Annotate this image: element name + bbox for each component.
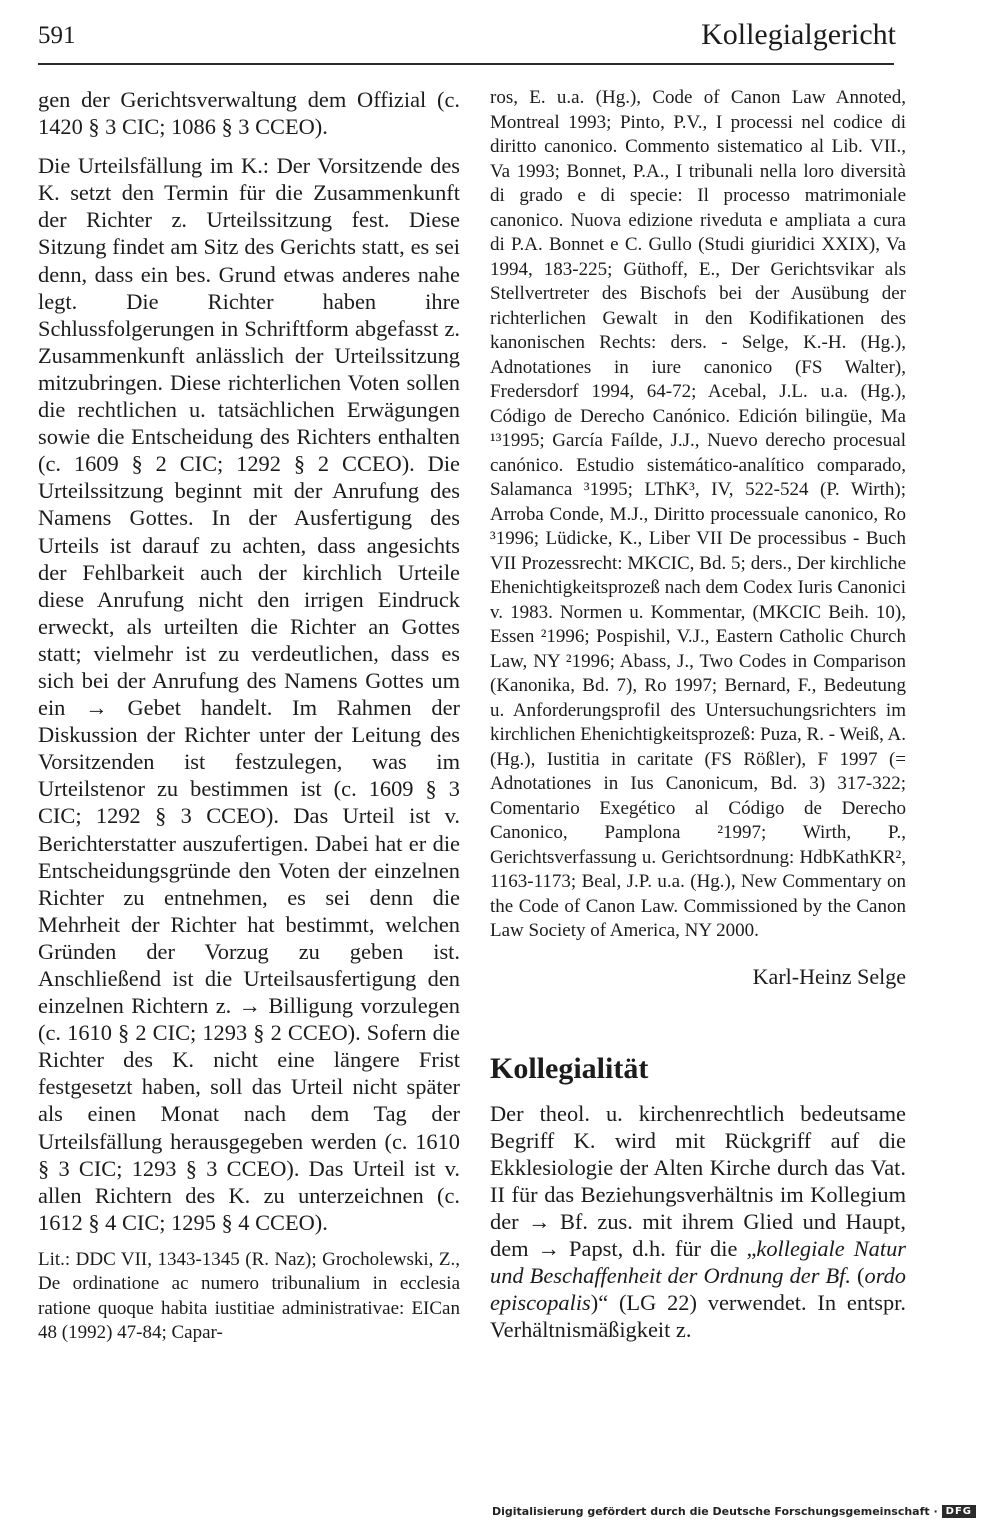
literature-start: Lit.: DDC VII, 1343-1345 (R. Naz); Grocholewski, Z., De ordinatione ac numero tribunalium in ecclesia ratione quoque habita iustitiae administrativae: EICan 48 (1992) 47-84; Capar- (38, 1248, 460, 1344)
entry-heading: Kollegialität (490, 1051, 649, 1085)
italic-quote: kollegiale Natur und Beschaffenheit der Ordnung der Bf. (490, 1235, 906, 1289)
paragraph-kollegialitaet: Der theol. u. kirchenrechtlich bedeutsame Begriff K. wird mit Rückgriff auf die Ekklesiologie der Alten Kirche durch das Vat. II für das Beziehungsverhältnis im Kollegium der → Bf. zus. mit ihrem Glied und Haupt, dem → Papst, d.h. für die „kollegiale Natur und Beschaffenheit der Ordnung der Bf. (ordo episcopalis)“ (LG 22) verwendet. In entspr. Verhältnismäßigkeit z. (490, 1100, 906, 1343)
running-head: Kollegialgericht (701, 18, 896, 51)
left-column (38, 86, 460, 1346)
literature-continuation: ros, E. u.a. (Hg.), Code of Canon Law Annoted, Montreal 1993; Pinto, P.V., I processi nel codice di diritto canonico. Commento sistematico al Lib. VII., Va 1993; Bonnet, P.A., I tribunali nella loro diversità di grado e di specie: Il processo matrimoniale canonico. Nuova edizione riveduta e ampliata a cura di P.A. Bonnet e C. Gullo (Studi giuridici XXIX), Va 1994, 183-225; Güthoff, E., Der Gerichtsvikar als Stellvertreter des Bischofs bei der Ausübung der richterlichen Gewalt in den Kodifikationen des kanonischen Rechts: ders. - Selge, K.-H. (Hg.), Adnotationes in iure canonico (FS Walter), Fredersdorf 1994, 64-72; Acebal, J.L. u.a. (Hg.), Código de Derecho Canónico. Edición bilingüe, Ma ¹³1995; García Faílde, J.J., Nuevo derecho procesual canónico. Estudio sistemático-analítico comparado, Salamanca ³1995; LThK³, IV, 522-524 (P. Wirth); Arroba Conde, M.J., Diritto processuale canonico, Ro ³1996; Lüdicke, K., Liber VII De processibus - Buch VII Prozessrecht: MKCIC, Bd. 5; ders., Der kirchliche Ehenichtigkeitsprozeß nach dem Codex Iuris Canonici v. 1983. Normen u. Kommentar, (MKCIC Beih. 10), Essen ²1996; Pospishil, V.J., Eastern Catholic Church Law, NY ²1996; Abass, J., Two Codes in Comparison (Kanonika, Bd. 7), Ro 1997; Bernard, F., Bedeutung u. Anforderungsprofil des Untersuchungsrichters im kirchlichen Ehenichtigkeitsprozeß: Puza, R. - Weiß, A. (Hg.), Iustitia in caritate (FS Rößler), F 1997 (= Adnotationes in Ius Canonicum, Bd. 3) 317-322; Comentario Exegético al Código de Derecho Canonico, Pamplona ²1997; Wirth, P., Gerichtsverfassung u. Gerichtsordnung: HdbKathKR², 1163-1173; Beal, J.P. u.a. (Hg.), New Commentary on the Code of Canon Law. Commissioned by the Canon Law Society of America, NY 2000. (490, 87, 907, 941)
right-column (490, 86, 906, 1343)
dfg-logo: DFG (942, 1505, 976, 1518)
footer-text: Digitalisierung gefördert durch die Deutsche Forschungsgemeinschaft · (491, 1505, 938, 1518)
paragraph-continuation: gen der Gerichtsverwaltung dem Offizial (c. 1420 § 3 CIC; 1086 § 3 CCEO). (38, 87, 460, 140)
digitization-footer (492, 1505, 976, 1518)
header-rule (38, 63, 894, 65)
page-number: 591 (38, 22, 76, 49)
italic-ordo: ordo episcopalis (490, 1263, 906, 1316)
paragraph-urteilsfaellung: Die Urteilsfällung im K.: Der Vorsitzende des K. setzt den Termin für die Zusammenkunft der Richter z. Urteilssitzung fest. Diese Sitzung findet am Sitz des Gerichts statt, es sei denn, dass ein bes. Grund etwas anderes nahe legt. Die Richter haben ihre Schlussfolgerungen in Schriftform abgefasst z. Zusammenkunft anlässlich der Urteilssitzung mitzubringen. Diese richterlichen Voten sollen die rechtlichen u. tatsächlichen Erwägungen sowie die Entscheidung des Richters enthalten (c. 1609 § 2 CIC; 1292 § 2 CCEO). Die Urteilssitzung beginnt mit der Anrufung des Namens Gottes. In der Ausfertigung des Urteils ist darauf zu achten, dass angesichts der Fehlbarkeit auch der kirchlich Urteile diese Anrufung nicht den irrigen Eindruck erweckt, als urteilten die Richter an Gottes statt; vielmehr ist zu verdeutlichen, dass es sich bei der Anrufung des Namens Gottes um ein → Gebet handelt. Im Rahmen der Diskussion der Richter unter der Leitung des Vorsitzenden ist festzulegen, was im Urteilstenor zu bestimmen ist (c. 1609 § 3 CIC; 1292 § 3 CCEO). Das Urteil ist v. Berichterstatter auszufertigen. Dabei hat er die Entscheidungsgründe den Voten der einzelnen Richter zu entnehmen, es sei denn die Mehrheit der Richter hat bestimmt, welchen Gründen der Vorzug zu geben ist. Anschließend ist die Urteilsausfertigung den einzelnen Richtern z. → Billigung vorzulegen (c. 1610 § 2 CIC; 1293 § 2 CCEO). Sofern die Richter des K. nicht eine längere Frist festgesetzt haben, soll das Urteil nicht später als einen Monat nach dem Tag der Urteilsfällung herausgegeben werden (c. 1610 § 3 CIC; 1293 § 3 CCEO). Das Urteil ist v. allen Richtern des K. zu unterzeichnen (c. 1612 § 4 CIC; 1295 § 4 CCEO). (38, 153, 460, 1235)
author-signature: Karl-Heinz Selge (752, 963, 906, 989)
